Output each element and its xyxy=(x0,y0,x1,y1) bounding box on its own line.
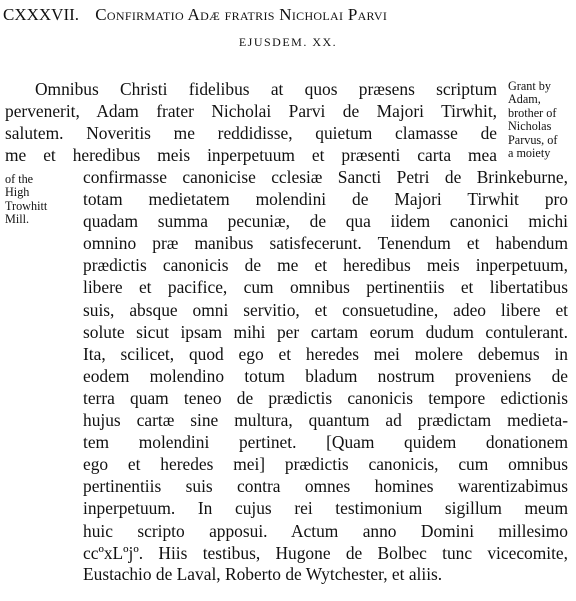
text-line: libere et pacifice, cum omnibus pertinentiis et libertatibus xyxy=(83,277,568,298)
charter-body-main xyxy=(83,166,568,564)
margin-note-right xyxy=(508,80,557,160)
charter-heading xyxy=(3,5,573,25)
margin-line: Parvus, of xyxy=(508,132,558,147)
margin-line: brother of xyxy=(508,105,557,120)
text-line: pertinentiis suis contra omnes homines warentizabimus xyxy=(83,476,568,497)
text-line: salutem. Noveritis me reddidisse, quietum clamasse de xyxy=(5,123,497,144)
text-line: me et heredibus meis inperpetuum et præsenti carta mea xyxy=(5,145,497,166)
text-line: hujus cartæ sine multura, quantum ad prædictam medieta- xyxy=(83,410,568,431)
text-line: quadam summa pecuniæ, de qua iidem canonici michi xyxy=(83,211,568,232)
text-line: confirmasse canonicise cclesiæ Sancti Petri de Brinkeburne, xyxy=(83,167,568,187)
text-line: Ita, scilicet, quod ego et heredes mei molere debemus in xyxy=(83,343,568,364)
text-line: Eustachio de Laval, Roberto de Wytchester, et aliis. xyxy=(83,564,443,584)
text-line: pervenerit, Adam frater Nicholai Parvi de Majori Tirwhit, xyxy=(5,101,497,122)
margin-note-left xyxy=(5,173,47,227)
text-line: totam medietatem molendini de Majori Tirwhit pro xyxy=(83,189,568,210)
text-line: ego et heredes mei] prædictis canonicis, cum omnibus xyxy=(83,454,568,475)
margin-line: a moiety xyxy=(508,146,551,161)
text-line: ccºxLºjº. Hiis testibus, Hugone de Bolbec tunc vicecomite, xyxy=(83,542,568,563)
text-line: huic scripto apposui. Actum anno Domini millesimo xyxy=(83,520,568,541)
text-line: tem molendini pertinet. [Quam quidem donationem xyxy=(83,432,568,453)
charter-subtitle: EJUSDEM. XX. xyxy=(238,35,338,49)
text-line: eodem molendino totum bladum nostrum proveniens de xyxy=(83,365,568,386)
charter-number: CXXXVII. xyxy=(3,5,80,24)
text-line: Omnibus Christi fidelibus at quos præsens scriptum xyxy=(35,79,497,99)
text-line: omnino præ manibus satisfecerunt. Tenendum et habendum xyxy=(83,233,568,254)
text-line: solute sicut ipsam mihi per cartam eorum dudum contulerant. xyxy=(83,321,568,342)
text-line: inperpetuum. In cujus rei testimonium sigillum meum xyxy=(83,498,568,519)
charter-title: Confirmatio Adæ fratris Nicholai Parvi xyxy=(95,5,388,24)
margin-line: Trowhitt xyxy=(5,198,48,213)
margin-line: Mill. xyxy=(5,212,30,227)
charter-body-last xyxy=(83,563,496,585)
margin-line: High xyxy=(5,185,30,200)
charter-body-top xyxy=(5,78,497,166)
text-line: terra quam teneo de prædictis canonicis tempore edictionis xyxy=(83,387,568,408)
text-line: suis, absque omni servitio, et consuetudine, adeo libere et xyxy=(83,299,568,320)
margin-line: Grant by xyxy=(508,79,551,93)
margin-line: Nicholas xyxy=(508,119,552,134)
margin-line: Adam, xyxy=(508,92,541,107)
text-line: prædictis canonicis de me et heredibus meis inperpetuum, xyxy=(83,255,568,276)
margin-line: of the xyxy=(5,172,34,186)
